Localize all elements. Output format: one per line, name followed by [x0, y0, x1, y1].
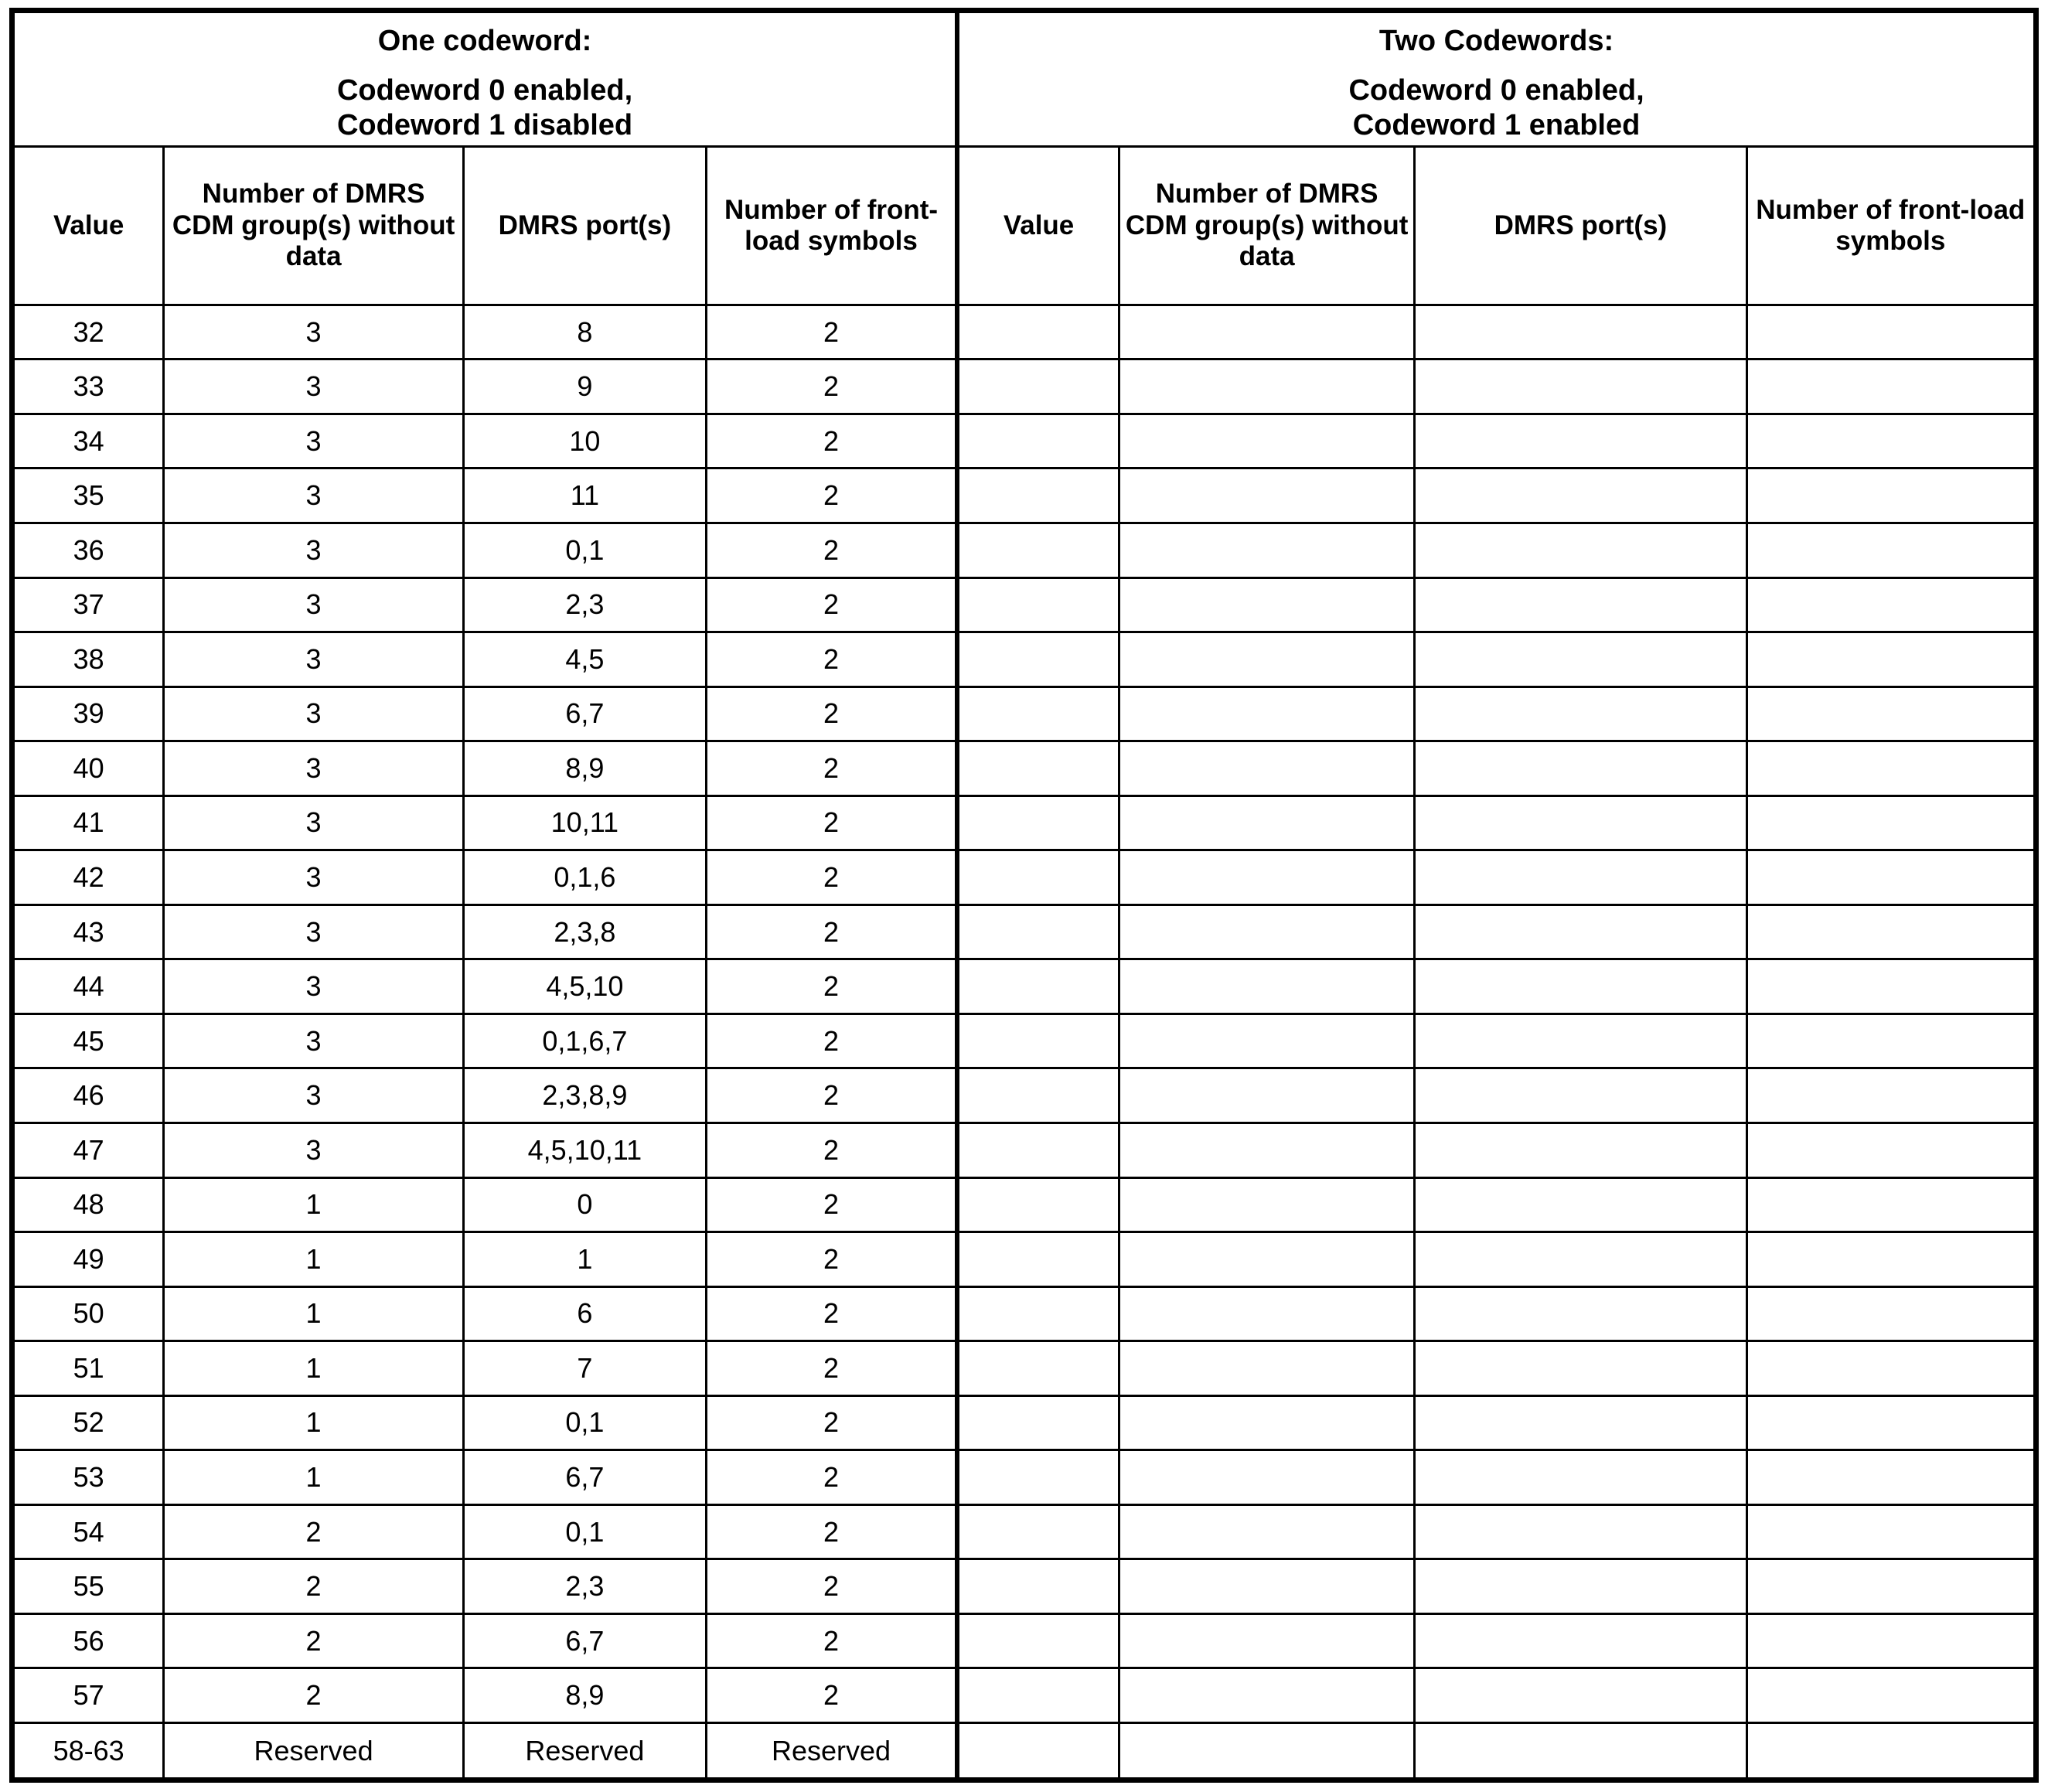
right-cell-frontload-symbols [1746, 741, 2036, 796]
right-cell-value [957, 1559, 1119, 1614]
left-cell-frontload-symbols: 2 [706, 850, 957, 905]
left-title-line1: One codeword: [377, 25, 592, 57]
left-cell-value: 48 [12, 1177, 164, 1232]
left-cell-frontload-symbols: 2 [706, 359, 957, 414]
left-cell-cdm-groups: 3 [164, 1123, 463, 1177]
right-cell-dmrs-ports [1415, 468, 1746, 523]
left-cell-value: 40 [12, 741, 164, 796]
right-cell-dmrs-ports [1415, 523, 1746, 577]
right-cell-cdm-groups [1119, 850, 1415, 905]
left-cell-dmrs-ports: 0 [463, 1177, 706, 1232]
right-cell-dmrs-ports [1415, 795, 1746, 850]
right-cell-value [957, 1723, 1119, 1780]
right-cell-frontload-symbols [1746, 1450, 2036, 1505]
left-cell-cdm-groups: 3 [164, 1068, 463, 1123]
right-cell-frontload-symbols [1746, 577, 2036, 632]
right-cell-cdm-groups [1119, 959, 1415, 1014]
left-cell-value: 58-63 [12, 1723, 164, 1780]
left-cell-cdm-groups: 3 [164, 305, 463, 359]
right-cell-frontload-symbols [1746, 959, 2036, 1014]
right-cell-value [957, 905, 1119, 959]
right-cell-value [957, 795, 1119, 850]
left-cell-dmrs-ports: 2,3 [463, 1559, 706, 1614]
right-cell-frontload-symbols [1746, 414, 2036, 468]
left-cell-value: 44 [12, 959, 164, 1014]
table-row [12, 795, 2036, 850]
header-right-cdm-groups: Number of DMRS CDM group(s) without data [1119, 146, 1415, 305]
left-cell-cdm-groups: 3 [164, 632, 463, 687]
left-cell-dmrs-ports: 4,5,10 [463, 959, 706, 1014]
table-row [12, 1504, 2036, 1559]
right-cell-cdm-groups [1119, 1668, 1415, 1723]
right-cell-cdm-groups [1119, 468, 1415, 523]
left-cell-cdm-groups: 3 [164, 468, 463, 523]
right-cell-frontload-symbols [1746, 1068, 2036, 1123]
left-cell-value: 41 [12, 795, 164, 850]
left-cell-cdm-groups: 3 [164, 850, 463, 905]
left-cell-dmrs-ports: 6 [463, 1286, 706, 1341]
right-cell-cdm-groups [1119, 741, 1415, 796]
right-cell-dmrs-ports [1415, 1068, 1746, 1123]
left-cell-frontload-symbols: 2 [706, 1668, 957, 1723]
section-title-row [12, 11, 2036, 147]
left-cell-dmrs-ports: 9 [463, 359, 706, 414]
left-cell-value: 49 [12, 1232, 164, 1287]
right-cell-value [957, 1177, 1119, 1232]
left-cell-dmrs-ports: 2,3,8 [463, 905, 706, 959]
right-cell-frontload-symbols [1746, 1232, 2036, 1287]
right-cell-frontload-symbols [1746, 1177, 2036, 1232]
right-cell-dmrs-ports [1415, 577, 1746, 632]
header-right-value: Value [957, 146, 1119, 305]
table-row [12, 1123, 2036, 1177]
left-cell-value: 45 [12, 1014, 164, 1068]
table-row [12, 741, 2036, 796]
right-cell-cdm-groups [1119, 577, 1415, 632]
left-cell-frontload-symbols: 2 [706, 1341, 957, 1396]
table-row [12, 1286, 2036, 1341]
column-header-row [12, 146, 2036, 305]
header-left-value: Value [12, 146, 164, 305]
left-cell-cdm-groups: 3 [164, 523, 463, 577]
right-cell-cdm-groups [1119, 1559, 1415, 1614]
right-cell-frontload-symbols [1746, 1014, 2036, 1068]
right-cell-value [957, 686, 1119, 741]
left-cell-dmrs-ports: 6,7 [463, 1450, 706, 1505]
right-cell-cdm-groups [1119, 1123, 1415, 1177]
right-cell-dmrs-ports [1415, 850, 1746, 905]
right-cell-cdm-groups [1119, 523, 1415, 577]
left-cell-cdm-groups: 2 [164, 1668, 463, 1723]
table-row [12, 1395, 2036, 1450]
left-cell-value: 33 [12, 359, 164, 414]
right-cell-cdm-groups [1119, 305, 1415, 359]
right-cell-frontload-symbols [1746, 632, 2036, 687]
right-cell-frontload-symbols [1746, 795, 2036, 850]
left-cell-value: 32 [12, 305, 164, 359]
right-cell-cdm-groups [1119, 905, 1415, 959]
left-cell-value: 51 [12, 1341, 164, 1396]
left-cell-value: 52 [12, 1395, 164, 1450]
right-cell-dmrs-ports [1415, 1123, 1746, 1177]
right-cell-dmrs-ports [1415, 1232, 1746, 1287]
right-cell-value [957, 1123, 1119, 1177]
left-cell-frontload-symbols: 2 [706, 1395, 957, 1450]
header-left-cdm-groups: Number of DMRS CDM group(s) without data [164, 146, 463, 305]
left-cell-frontload-symbols: 2 [706, 305, 957, 359]
left-cell-value: 35 [12, 468, 164, 523]
right-cell-cdm-groups [1119, 359, 1415, 414]
left-cell-dmrs-ports: 2,3 [463, 577, 706, 632]
table-row [12, 1613, 2036, 1668]
left-cell-frontload-symbols: 2 [706, 741, 957, 796]
left-cell-frontload-symbols: 2 [706, 523, 957, 577]
left-cell-value: 42 [12, 850, 164, 905]
table-row [12, 1014, 2036, 1068]
right-cell-frontload-symbols [1746, 468, 2036, 523]
left-cell-cdm-groups: 3 [164, 959, 463, 1014]
left-title-sub [18, 73, 952, 144]
right-cell-value [957, 1613, 1119, 1668]
right-cell-value [957, 577, 1119, 632]
right-cell-dmrs-ports [1415, 959, 1746, 1014]
left-cell-dmrs-ports: 0,1 [463, 523, 706, 577]
right-cell-value [957, 959, 1119, 1014]
right-cell-frontload-symbols [1746, 1668, 2036, 1723]
right-cell-frontload-symbols [1746, 305, 2036, 359]
table-row [12, 1068, 2036, 1123]
left-cell-dmrs-ports: 8 [463, 305, 706, 359]
table-row [12, 1450, 2036, 1505]
left-title-line3: Codeword 1 disabled [336, 109, 633, 142]
left-cell-frontload-symbols: 2 [706, 959, 957, 1014]
left-cell-cdm-groups: 1 [164, 1395, 463, 1450]
left-cell-dmrs-ports: 1 [463, 1232, 706, 1287]
right-cell-frontload-symbols [1746, 1504, 2036, 1559]
left-cell-dmrs-ports: Reserved [463, 1723, 706, 1780]
table-row [12, 577, 2036, 632]
left-cell-cdm-groups: 3 [164, 359, 463, 414]
right-cell-cdm-groups [1119, 1068, 1415, 1123]
table-row [12, 1559, 2036, 1614]
right-cell-value [957, 1232, 1119, 1287]
left-cell-dmrs-ports: 10 [463, 414, 706, 468]
right-cell-dmrs-ports [1415, 1559, 1746, 1614]
table-row [12, 523, 2036, 577]
right-cell-cdm-groups [1119, 795, 1415, 850]
table-row [12, 1177, 2036, 1232]
left-cell-frontload-symbols: 2 [706, 686, 957, 741]
table-row [12, 1668, 2036, 1723]
left-cell-value: 47 [12, 1123, 164, 1177]
right-cell-value [957, 1668, 1119, 1723]
right-cell-value [957, 850, 1119, 905]
left-cell-cdm-groups: 3 [164, 795, 463, 850]
table-body [12, 305, 2036, 1780]
right-cell-value [957, 359, 1119, 414]
left-cell-frontload-symbols: 2 [706, 1123, 957, 1177]
table-row [12, 1232, 2036, 1287]
right-cell-frontload-symbols [1746, 686, 2036, 741]
right-cell-frontload-symbols [1746, 1559, 2036, 1614]
left-cell-frontload-symbols: 2 [706, 1177, 957, 1232]
left-cell-cdm-groups: 1 [164, 1450, 463, 1505]
right-cell-value [957, 305, 1119, 359]
right-cell-value [957, 1395, 1119, 1450]
right-cell-frontload-symbols [1746, 905, 2036, 959]
right-cell-dmrs-ports [1415, 414, 1746, 468]
left-cell-value: 34 [12, 414, 164, 468]
right-cell-dmrs-ports [1415, 305, 1746, 359]
right-cell-dmrs-ports [1415, 1014, 1746, 1068]
left-cell-cdm-groups: 2 [164, 1613, 463, 1668]
left-cell-frontload-symbols: 2 [706, 577, 957, 632]
right-cell-dmrs-ports [1415, 741, 1746, 796]
right-cell-dmrs-ports [1415, 686, 1746, 741]
right-cell-cdm-groups [1119, 1613, 1415, 1668]
left-cell-frontload-symbols: 2 [706, 632, 957, 687]
left-cell-cdm-groups: 2 [164, 1504, 463, 1559]
right-cell-value [957, 468, 1119, 523]
right-title-line3: Codeword 1 enabled [1352, 109, 1641, 142]
right-cell-dmrs-ports [1415, 359, 1746, 414]
left-cell-dmrs-ports: 0,1 [463, 1395, 706, 1450]
left-cell-dmrs-ports: 0,1 [463, 1504, 706, 1559]
right-cell-cdm-groups [1119, 1286, 1415, 1341]
left-cell-value: 53 [12, 1450, 164, 1505]
right-cell-value [957, 1286, 1119, 1341]
table-row [12, 905, 2036, 959]
header-right-frontload-symbols: Number of front-load symbols [1746, 146, 2036, 305]
right-cell-cdm-groups [1119, 1395, 1415, 1450]
right-cell-dmrs-ports [1415, 1286, 1746, 1341]
right-cell-cdm-groups [1119, 1341, 1415, 1396]
left-cell-dmrs-ports: 10,11 [463, 795, 706, 850]
table-row [12, 850, 2036, 905]
left-cell-dmrs-ports: 4,5,10,11 [463, 1123, 706, 1177]
left-cell-frontload-symbols: 2 [706, 1232, 957, 1287]
left-cell-value: 57 [12, 1668, 164, 1723]
right-cell-value [957, 632, 1119, 687]
left-cell-value: 38 [12, 632, 164, 687]
right-cell-frontload-symbols [1746, 1286, 2036, 1341]
table-row [12, 414, 2036, 468]
left-cell-cdm-groups: 3 [164, 741, 463, 796]
right-cell-value [957, 1341, 1119, 1396]
left-cell-dmrs-ports: 11 [463, 468, 706, 523]
left-cell-value: 37 [12, 577, 164, 632]
right-cell-dmrs-ports [1415, 1341, 1746, 1396]
left-cell-frontload-symbols: 2 [706, 1286, 957, 1341]
right-title-line1: Two Codewords: [1378, 25, 1614, 57]
right-cell-frontload-symbols [1746, 1395, 2036, 1450]
right-cell-frontload-symbols [1746, 1123, 2036, 1177]
right-cell-frontload-symbols [1746, 1341, 2036, 1396]
right-cell-dmrs-ports [1415, 1450, 1746, 1505]
left-cell-frontload-symbols: 2 [706, 414, 957, 468]
antenna-ports-table [9, 8, 2039, 1783]
left-cell-frontload-symbols: 2 [706, 1613, 957, 1668]
right-cell-frontload-symbols [1746, 1723, 2036, 1780]
header-left-dmrs-ports: DMRS port(s) [463, 146, 706, 305]
left-cell-frontload-symbols: 2 [706, 1014, 957, 1068]
right-cell-cdm-groups [1119, 1504, 1415, 1559]
right-cell-value [957, 1450, 1119, 1505]
left-cell-cdm-groups: 3 [164, 414, 463, 468]
left-cell-value: 36 [12, 523, 164, 577]
left-cell-frontload-symbols: 2 [706, 1068, 957, 1123]
right-cell-cdm-groups [1119, 1232, 1415, 1287]
left-cell-frontload-symbols: 2 [706, 905, 957, 959]
left-cell-cdm-groups: 3 [164, 1014, 463, 1068]
left-cell-cdm-groups: 3 [164, 905, 463, 959]
left-cell-dmrs-ports: 4,5 [463, 632, 706, 687]
table-row [12, 359, 2036, 414]
left-cell-dmrs-ports: 0,1,6 [463, 850, 706, 905]
header-right-dmrs-ports: DMRS port(s) [1415, 146, 1746, 305]
right-cell-cdm-groups [1119, 686, 1415, 741]
left-section-title [12, 11, 958, 147]
right-cell-cdm-groups [1119, 1723, 1415, 1780]
right-cell-dmrs-ports [1415, 1395, 1746, 1450]
right-cell-frontload-symbols [1746, 359, 2036, 414]
right-cell-dmrs-ports [1415, 632, 1746, 687]
left-title-line2: Codeword 0 enabled, [336, 73, 633, 107]
left-cell-value: 56 [12, 1613, 164, 1668]
left-cell-cdm-groups: 1 [164, 1177, 463, 1232]
right-cell-value [957, 523, 1119, 577]
left-cell-cdm-groups: 3 [164, 686, 463, 741]
right-cell-frontload-symbols [1746, 523, 2036, 577]
right-cell-cdm-groups [1119, 1450, 1415, 1505]
left-cell-value: 50 [12, 1286, 164, 1341]
left-cell-dmrs-ports: 6,7 [463, 686, 706, 741]
right-section-title [957, 11, 2036, 147]
header-left-frontload-symbols: Number of front-load symbols [706, 146, 957, 305]
left-cell-value: 55 [12, 1559, 164, 1614]
left-cell-frontload-symbols: 2 [706, 1504, 957, 1559]
left-cell-frontload-symbols: 2 [706, 1450, 957, 1505]
right-title-sub [963, 73, 2030, 144]
left-cell-dmrs-ports: 2,3,8,9 [463, 1068, 706, 1123]
right-cell-cdm-groups [1119, 1014, 1415, 1068]
right-cell-dmrs-ports [1415, 1723, 1746, 1780]
right-cell-dmrs-ports [1415, 1504, 1746, 1559]
table-row [12, 1341, 2036, 1396]
left-cell-value: 54 [12, 1504, 164, 1559]
left-cell-frontload-symbols: 2 [706, 468, 957, 523]
left-cell-value: 43 [12, 905, 164, 959]
right-cell-cdm-groups [1119, 1177, 1415, 1232]
table-row [12, 959, 2036, 1014]
left-cell-cdm-groups: 1 [164, 1232, 463, 1287]
left-cell-frontload-symbols: Reserved [706, 1723, 957, 1780]
right-cell-dmrs-ports [1415, 1177, 1746, 1232]
right-cell-cdm-groups [1119, 414, 1415, 468]
right-cell-value [957, 741, 1119, 796]
left-cell-cdm-groups: Reserved [164, 1723, 463, 1780]
right-cell-cdm-groups [1119, 632, 1415, 687]
right-cell-dmrs-ports [1415, 905, 1746, 959]
left-cell-frontload-symbols: 2 [706, 795, 957, 850]
left-cell-dmrs-ports: 8,9 [463, 741, 706, 796]
right-cell-value [957, 1014, 1119, 1068]
left-cell-cdm-groups: 3 [164, 577, 463, 632]
right-cell-dmrs-ports [1415, 1668, 1746, 1723]
left-cell-value: 46 [12, 1068, 164, 1123]
right-cell-frontload-symbols [1746, 850, 2036, 905]
right-cell-value [957, 1068, 1119, 1123]
table-row [12, 1723, 2036, 1780]
left-cell-dmrs-ports: 6,7 [463, 1613, 706, 1668]
right-cell-value [957, 414, 1119, 468]
right-cell-value [957, 1504, 1119, 1559]
left-cell-dmrs-ports: 7 [463, 1341, 706, 1396]
left-cell-cdm-groups: 1 [164, 1286, 463, 1341]
left-cell-dmrs-ports: 0,1,6,7 [463, 1014, 706, 1068]
table-row [12, 632, 2036, 687]
left-cell-cdm-groups: 2 [164, 1559, 463, 1614]
table-row [12, 468, 2036, 523]
table-row [12, 305, 2036, 359]
right-cell-dmrs-ports [1415, 1613, 1746, 1668]
table-row [12, 686, 2036, 741]
left-cell-cdm-groups: 1 [164, 1341, 463, 1396]
right-cell-frontload-symbols [1746, 1613, 2036, 1668]
left-cell-value: 39 [12, 686, 164, 741]
right-title-line2: Codeword 0 enabled, [1348, 73, 1644, 107]
left-cell-dmrs-ports: 8,9 [463, 1668, 706, 1723]
left-cell-frontload-symbols: 2 [706, 1559, 957, 1614]
